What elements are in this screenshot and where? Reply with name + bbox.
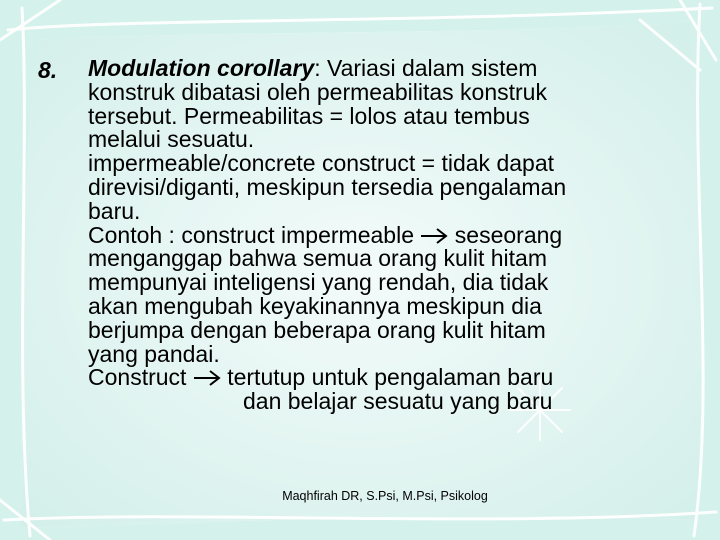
text-line: konstruk dibatasi oleh permeabilitas konstruk [88, 78, 547, 105]
slide-body [88, 57, 688, 414]
text-line: tersebut. Permeabilitas = lolos atau tembus [88, 102, 530, 129]
text-line: direvisi/diganti, meskipun tersedia pengalaman [88, 173, 567, 200]
example-line [88, 221, 688, 248]
example-prefix: Contoh : construct impermeable [88, 221, 421, 248]
text-line: melalui sesuatu. [88, 126, 255, 153]
footer-author: Maqhfirah DR, S.Psi, M.Psi, Psikolog [282, 489, 488, 503]
text-line: menganggap bahwa semua orang kulit hitam [88, 245, 548, 272]
title-line [88, 57, 688, 81]
text-line: yang pandai. [88, 340, 220, 367]
item-number: 8. [38, 57, 58, 83]
text-line: baru. [88, 197, 141, 224]
text-line: berjumpa dengan beberapa orang kulit hitam [88, 316, 546, 343]
title-suffix: : Variasi dalam sistem [314, 55, 538, 81]
example-after-arrow: seseorang [448, 221, 563, 248]
closing-last-line: dan belajar sesuatu yang baru [243, 388, 553, 415]
arrow-right-icon [420, 228, 448, 244]
closing-line [88, 366, 688, 390]
title: Modulation corollary [88, 55, 315, 81]
text-line: mempunyai inteligensi yang rendah, dia tidak [88, 269, 549, 296]
text-line: impermeable/concrete construct = tidak dapat [88, 150, 554, 177]
closing-prefix: Construct [88, 364, 193, 391]
text-line: akan mengubah keyakinannya meskipun dia [88, 292, 542, 319]
arrow-right-icon [193, 370, 221, 386]
closing-after-arrow: tertutup untuk pengalaman baru [220, 364, 554, 391]
